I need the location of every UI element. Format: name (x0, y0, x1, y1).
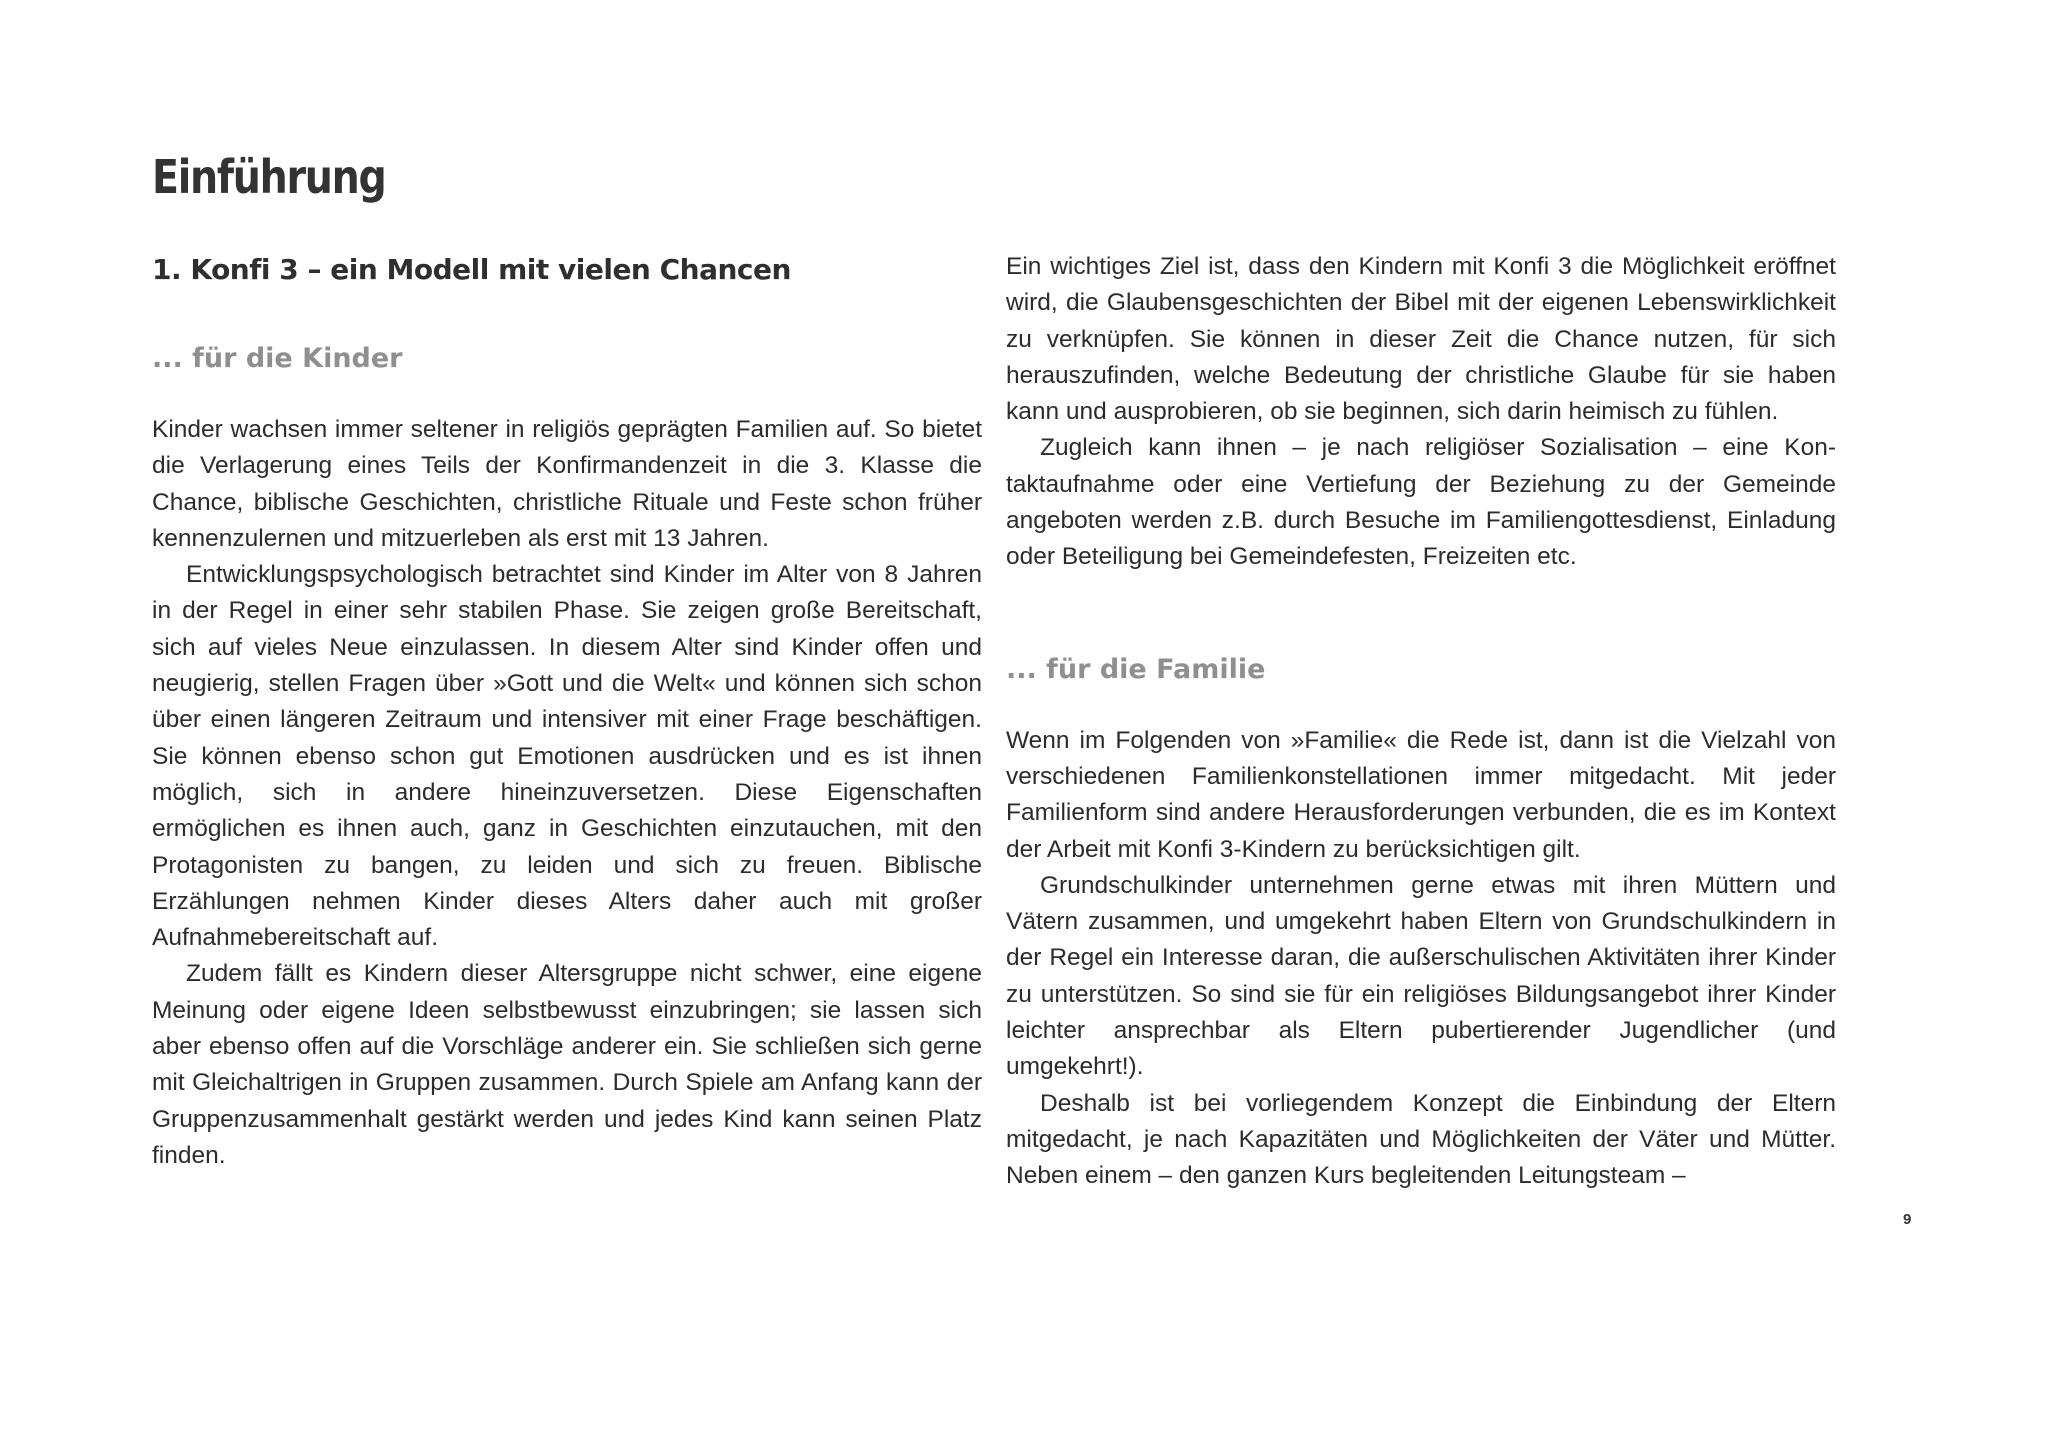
paragraph: Zugleich kann ihnen – je nach religiöser Sozialisation – eine Kontaktaufnahme oder eine Vertiefung der Beziehung zu der Gemeinde angeboten werden z.B. durch Besuche im Familiengottesdienst, Einladung oder Beteiligung bei Gemeindefesten, Freizeiten etc. (1006, 434, 1836, 571)
subheading-familie: ... für die Familie (1006, 653, 1266, 685)
page-title: Einführung (152, 150, 386, 204)
page-number: 9 (1903, 1211, 1912, 1228)
left-column (152, 249, 982, 1174)
paragraph: Wenn im Folgenden von »Familie« die Rede ist, dann ist die Vielzahl von verschiedenen Familienkonstellationen immer mitgedacht. Mit jeder Familienform sind andere Herausforderungen verbunden, die es im Kontext der Arbeit mit Konfi 3-Kindern zu berücksichtigen gilt. (1006, 726, 1836, 863)
paragraph: Ein wichtiges Ziel ist, dass den Kindern mit Konfi 3 die Möglichkeit eröffnet wird, die Glaubensgeschichten der Bibel mit der eigenen Lebenswirklichkeit zu verknüpfen. Sie können in dieser Zeit die Chance nutzen, für sich herauszufinden, welche Bedeutung der christliche Glaube für sie haben kann und ausprobieren, ob sie beginnen, sich darin heimisch zu fühlen. (1006, 253, 1836, 426)
right-column (1006, 249, 1836, 1195)
subheading-kinder: ... für die Kinder (152, 343, 403, 374)
paragraph: Zudem fällt es Kindern dieser Altersgruppe nicht schwer, eine eigene Meinung oder eigene Ideen selbstbewusst einzubringen; sie lassen sich aber ebenso offen auf die Vorschläge anderer ein. Sie schließen sich gerne mit Gleichaltrigen in Gruppen zusammen. Durch Spiele am Anfang kann der Gruppenzusammenhalt gestärkt werden und jedes Kind kann seinen Platz finden. (152, 960, 982, 1169)
paragraph: Entwicklungspsychologisch betrachtet sind Kinder im Alter von 8 Jahren in der Regel in einer sehr stabilen Phase. Sie zeigen große Bereitschaft, sich auf vieles Neue einzulassen. In diesem Alter sind Kinder offen und neugierig, stellen Fragen über »Gott und die Welt« und können sich schon über einen längeren Zeitraum und intensiver mit einer Frage beschäftigen. Sie können ebenso schon gut Emotionen ausdrücken und es ist ihnen möglich, sich in andere hineinzuversetzen. Diese Eigenschaften ermöglichen es ihnen auch, ganz in Geschichten einzutauchen, mit den Protagonisten zu bangen, zu leiden und sich zu freuen. Biblische Erzählungen nehmen Kinder dieses Alters daher auch mit großer Aufnahmebereitschaft auf. (152, 561, 982, 952)
paragraph: Grundschulkinder unternehmen gerne etwas mit ihren Müttern und Vätern zusammen, und umgekehrt haben Eltern von Grundschulkindern in der Regel ein Interesse daran, die außerschulischen Aktivitäten ihrer Kinder zu unterstützen. So sind sie für ein religiöses Bildungsangebot ihrer Kinder leichter ansprechbar als Eltern pubertierender Jugendlicher (und umgekehrt!). (1006, 871, 1836, 1081)
paragraph: Deshalb ist bei vorliegendem Konzept die Einbindung der Eltern mitgedacht, je nach Kapazitäten und Möglichkeiten der Väter und Mütter. Neben einem – den ganzen Kurs begleitenden Leitungsteam – (1006, 1089, 1836, 1190)
section-heading: 1. Konfi 3 – ein Modell mit vielen Chancen (152, 253, 791, 286)
paragraph: Kinder wachsen immer seltener in religiös geprägten Familien auf. So bietet die Verlagerung eines Teils der Konfirmandenzeit in die 3. Klasse die Chance, biblische Geschichten, christliche Rituale und Feste schon früher kennenzulernen und mitzuerleben als erst mit 13 Jahren. (152, 416, 982, 552)
